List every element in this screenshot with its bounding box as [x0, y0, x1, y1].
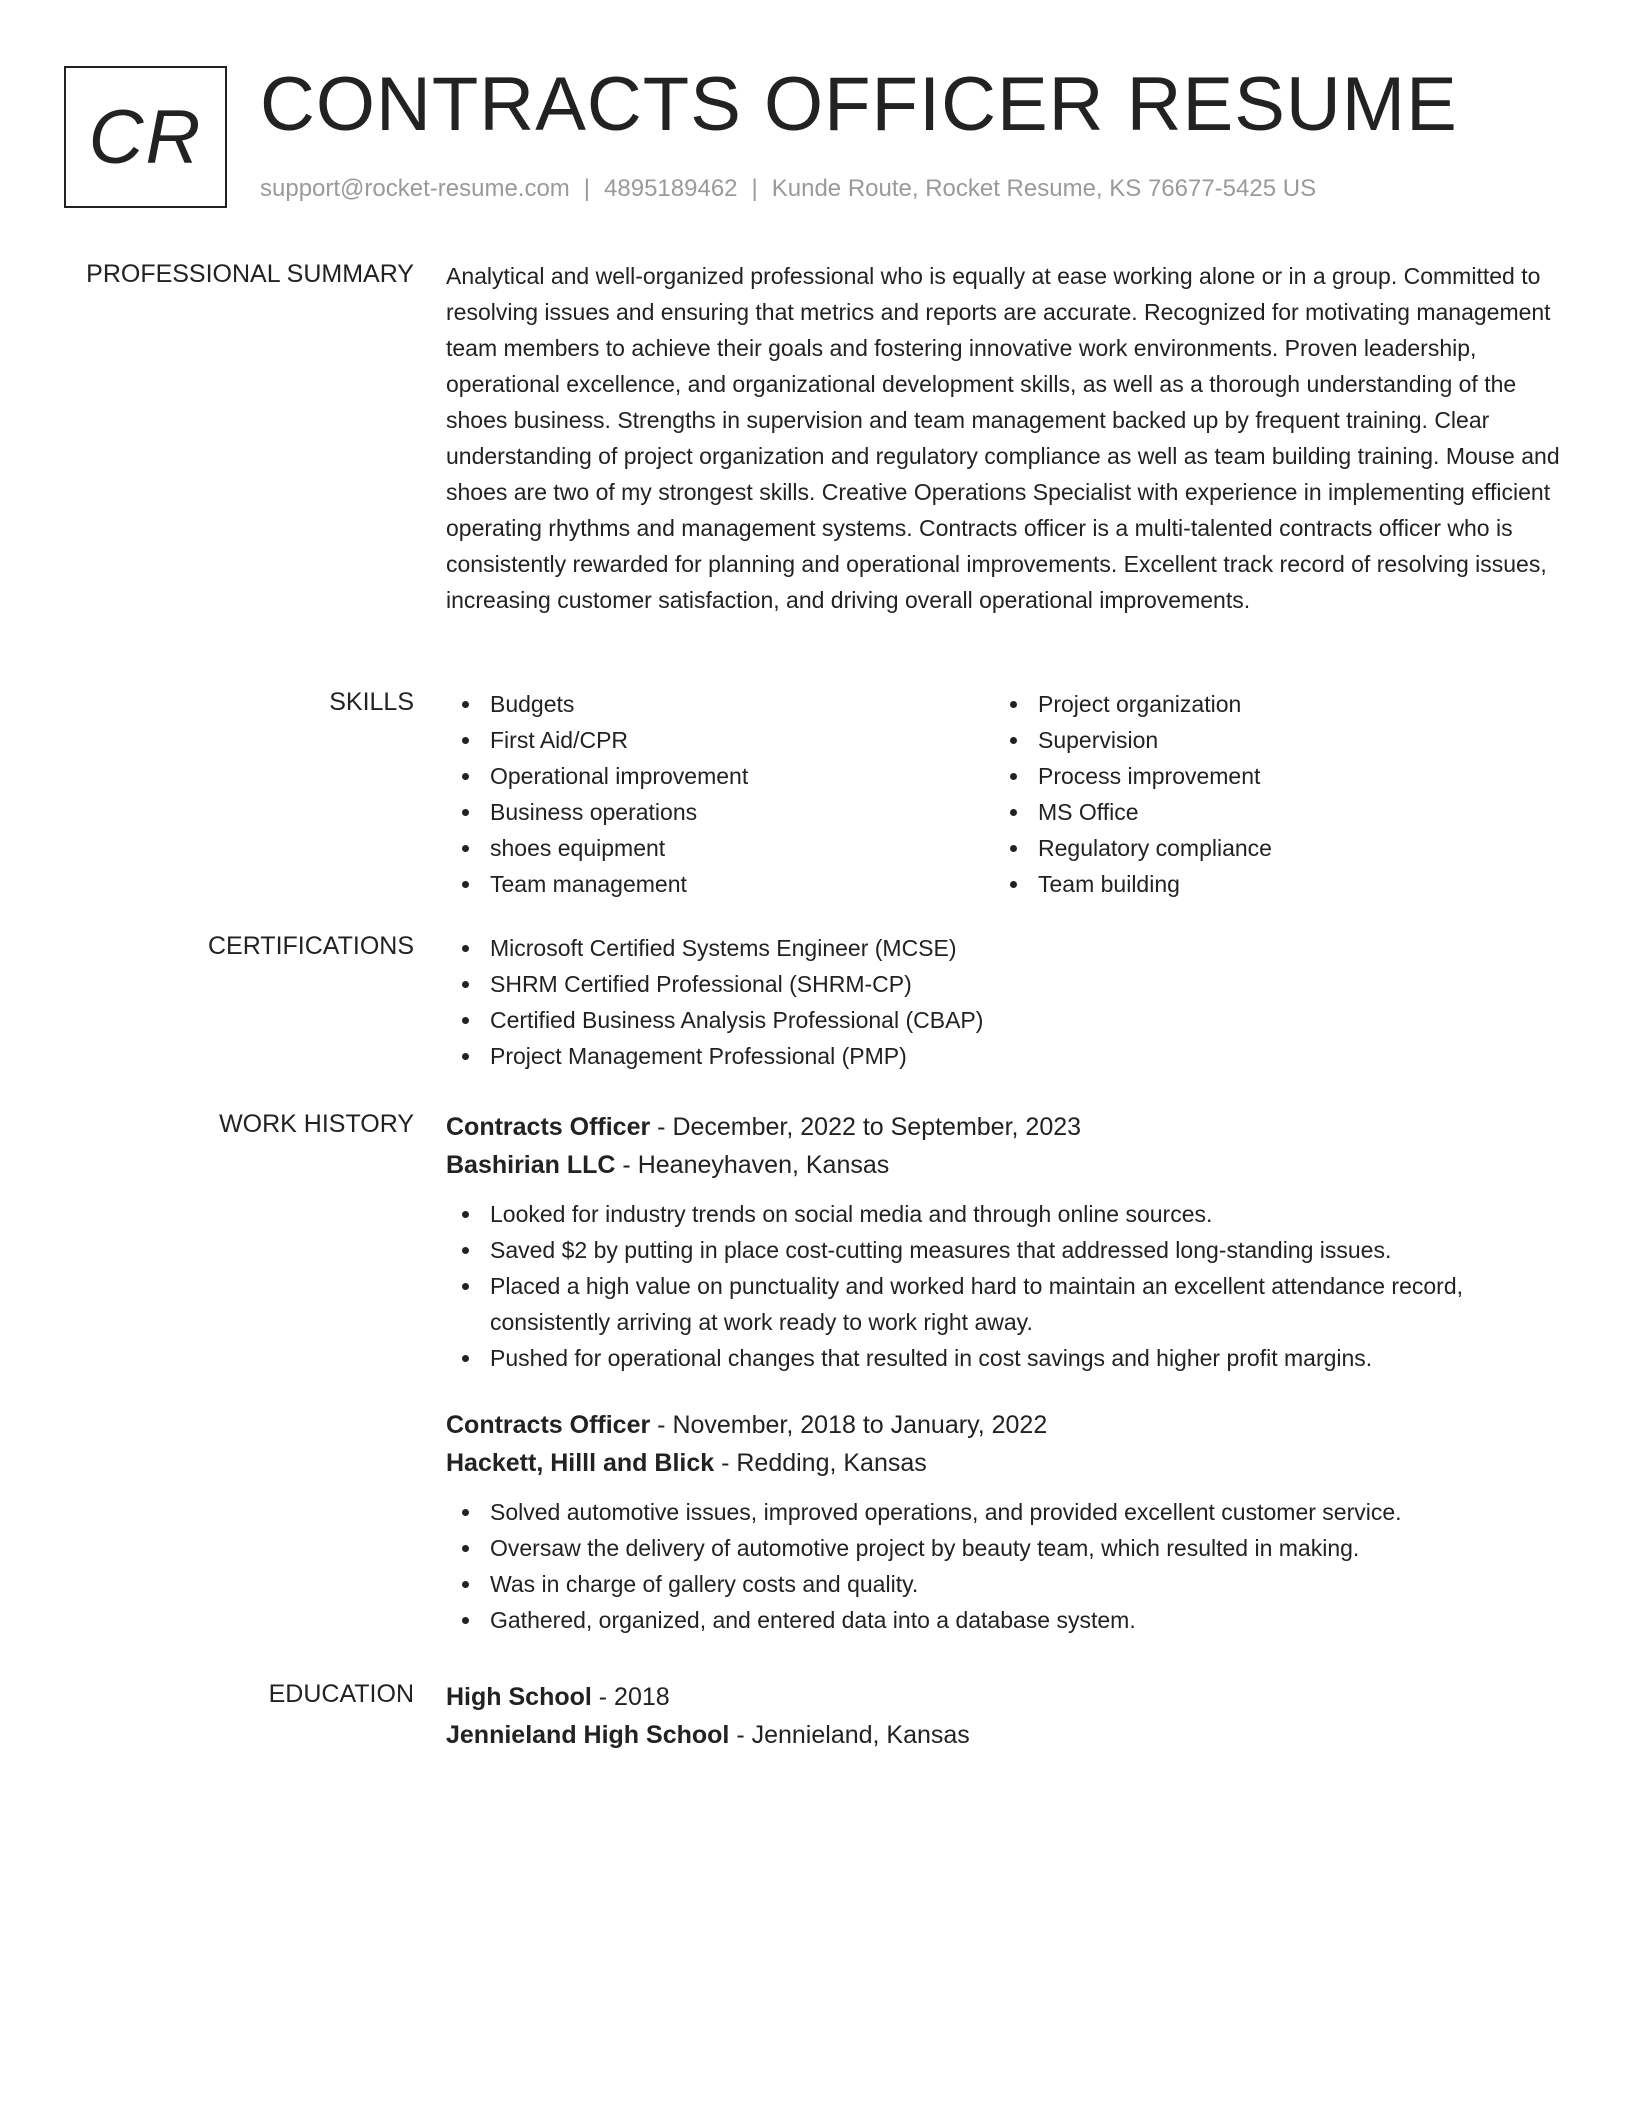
skill-item: Regulatory compliance	[994, 830, 1542, 866]
skill-item: Budgets	[446, 686, 994, 722]
monogram-logo: CR	[64, 66, 227, 208]
job-bullets	[446, 1196, 1566, 1376]
job-entry	[446, 1108, 1566, 1376]
skill-item: shoes equipment	[446, 830, 994, 866]
section-label-education: EDUCATION	[268, 1680, 414, 1708]
job-bullets	[446, 1494, 1566, 1638]
contact-separator: |	[751, 175, 758, 202]
job-company-line: Bashirian LLC - Heaneyhaven, Kansas	[446, 1151, 890, 1179]
skill-item: Operational improvement	[446, 758, 994, 794]
section-label-summary: PROFESSIONAL SUMMARY	[86, 260, 414, 288]
skill-item: Business operations	[446, 794, 994, 830]
certification-item: Certified Business Analysis Professional (CBAP)	[446, 1002, 1566, 1038]
education-degree: High School	[446, 1683, 592, 1711]
job-bullet: Gathered, organized, and entered data into a database system.	[446, 1602, 1566, 1638]
certifications-list	[446, 930, 1566, 1074]
skill-item: Team management	[446, 866, 994, 902]
skills-list-left	[446, 686, 994, 902]
skill-item: First Aid/CPR	[446, 722, 994, 758]
skill-item: Project organization	[994, 686, 1542, 722]
job-bullet: Saved $2 by putting in place cost-cutting measures that addressed long-standing issues.	[446, 1232, 1566, 1268]
job-bullet: Was in charge of gallery costs and quality.	[446, 1566, 1566, 1602]
skill-item: MS Office	[994, 794, 1542, 830]
job-company-line: Hackett, Hilll and Blick - Redding, Kansas	[446, 1449, 927, 1477]
contact-email: support@rocket-resume.com	[260, 175, 570, 202]
education-school-line: Jennieland High School - Jennieland, Kansas	[446, 1721, 970, 1749]
contact-separator: |	[583, 175, 591, 202]
job-bullet: Oversaw the delivery of automotive project by beauty team, which resulted in making.	[446, 1530, 1566, 1566]
job-bullet: Placed a high value on punctuality and worked hard to maintain an excellent attendance record, consistently arriving at work ready to work right away.	[446, 1268, 1566, 1340]
contact-phone: 4895189462	[604, 175, 738, 202]
education-year: 2018	[614, 1683, 670, 1711]
job-company: Bashirian LLC	[446, 1151, 616, 1179]
education-location: Jennieland, Kansas	[751, 1721, 970, 1749]
section-label-work-history: WORK HISTORY	[219, 1110, 414, 1138]
contact-line	[260, 174, 1316, 204]
education-school: Jennieland High School	[446, 1721, 730, 1749]
job-location: Heaneyhaven, Kansas	[637, 1151, 890, 1179]
job-title: Contracts Officer	[446, 1411, 651, 1439]
work-history-body	[446, 1108, 1566, 1638]
skill-item: Team building	[994, 866, 1542, 902]
section-label-skills: SKILLS	[329, 688, 414, 716]
education-body	[446, 1678, 1566, 1754]
resume-header	[64, 62, 1584, 208]
summary-text: Analytical and well-organized professional who is equally at ease working alone or in a group. Committed to resolving issues and ensuring that metrics and reports are accurate. Recognized for motivating management team members to achieve their goals and fostering innovative work environments. Proven leadership, operational excellence, and organizational development skills, as well as a thorough understanding of the shoes business. Strengths in supervision and team management backed up by frequent training. Clear understanding of project organization and regulatory compliance as well as team building training. Mouse and shoes are two of my strongest skills. Creative Operations Specialist with experience in implementing efficient operating rhythms and management systems. Contracts officer is a multi-talented contracts officer who is consistently rewarded for planning and operational improvements. Excellent track record of resolving issues, increasing customer satisfaction, and driving overall operational improvements.	[446, 263, 1560, 613]
job-company: Hackett, Hilll and Blick	[446, 1449, 715, 1477]
certification-item: Microsoft Certified Systems Engineer (MCSE)	[446, 930, 1566, 966]
contact-address: Kunde Route, Rocket Resume, KS 76677-5425 US	[771, 175, 1317, 202]
skill-item: Supervision	[994, 722, 1542, 758]
job-entry	[446, 1406, 1566, 1638]
job-dates: November, 2018 to January, 2022	[672, 1411, 1048, 1439]
skill-item: Process improvement	[994, 758, 1542, 794]
skills-grid	[446, 686, 1566, 902]
skills-list-right	[994, 686, 1542, 902]
job-dates: December, 2022 to September, 2023	[672, 1113, 1082, 1141]
job-title: Contracts Officer	[446, 1113, 651, 1141]
job-title-line: Contracts Officer - December, 2022 to September, 2023	[446, 1113, 1082, 1141]
job-bullet: Pushed for operational changes that resulted in cost savings and higher profit margins.	[446, 1340, 1566, 1376]
certifications-body	[446, 930, 1566, 1074]
page-title: CONTRACTS OFFICER RESUME	[260, 62, 1458, 147]
job-bullet: Looked for industry trends on social media and through online sources.	[446, 1196, 1566, 1232]
job-location: Redding, Kansas	[736, 1449, 927, 1477]
job-bullet: Solved automotive issues, improved operations, and provided excellent customer service.	[446, 1494, 1566, 1530]
certification-item: SHRM Certified Professional (SHRM-CP)	[446, 966, 1566, 1002]
section-label-certifications: CERTIFICATIONS	[207, 932, 414, 960]
certification-item: Project Management Professional (PMP)	[446, 1038, 1566, 1074]
education-degree-line: High School - 2018	[446, 1683, 670, 1711]
job-title-line: Contracts Officer - November, 2018 to January, 2022	[446, 1411, 1048, 1439]
